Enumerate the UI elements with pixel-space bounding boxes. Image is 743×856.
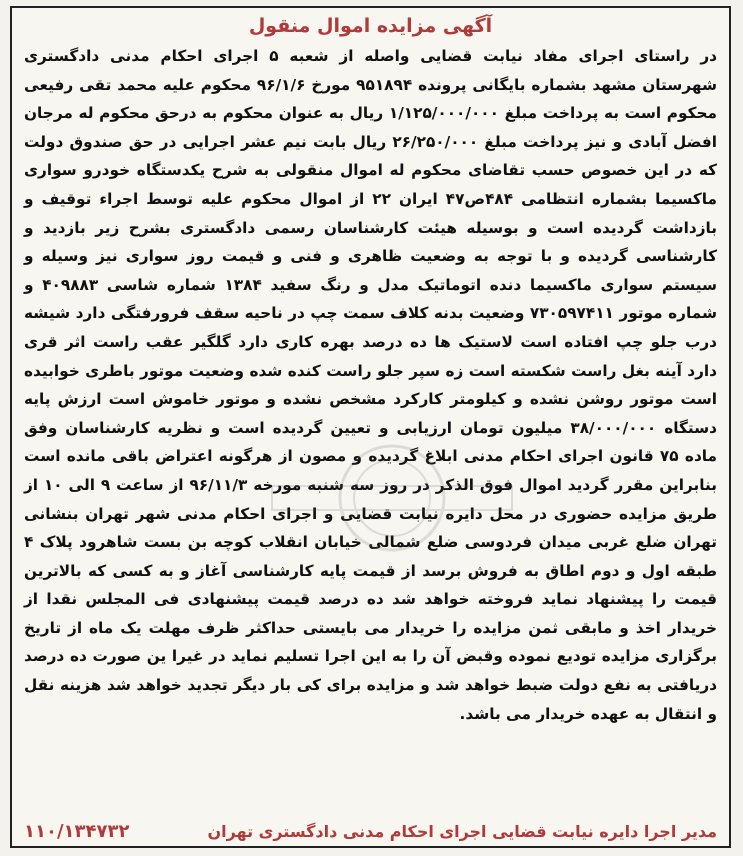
notice-body: در راستای اجرای مفاد نیابت قضایی واصله از شعبه ۵ اجرای احکام مدنی دادگستری شهرستان مشهد بشماره بایگانی پرونده ۹۵۱۸۹۴ مورخ ۹۶/۱/۶ محکوم علیه محمد تقی رفیعی محکوم است به پرداخت مبلغ ۱/۱۲۵/۰۰۰/۰۰۰ ریال به عنوان محکوم به درحق محکوم له مرجان افضل آبادی و نیز پرداخت مبلغ ۲۶/۲۵۰/۰۰۰ ریال بابت نیم عشر اجرایی در حق صندوق دولت که در این خصوص حسب تقاضای محکوم له اموال منقولی به شرح یکدستگاه خودرو سواری ماکسیما بشماره انتظامی ۴۸۴ص۴۷ ایران ۲۲ از اموال محکوم علیه توسط اجراء توقیف و بازداشت گردیده است و بوسیله هیئت کارشناسان رسمی دادگستری بشرح زیر بازدید و کارشناسی گردیده و با توجه به وضعیت ظاهری و فنی و قیمت روز سواری نیز وسیله و سیستم سواری ماکسیما دنده اتوماتیک مدل و رنگ سفید ۱۳۸۴ شماره شاسی ۴۰۹۸۸۳ و شماره موتور ۷۳۰۵۹۷۴۱۱ وضعیت بدنه کلاف سمت چپ در ناحیه سقف فرورفتگی دارد شیشه درب جلو چپ افتاده است لاستیک ها ده درصد بهره کاری دارد گلگیر عقب راست اثر قری دارد آینه بغل راست شکسته است زه سپر جلو راست کنده شده وضعیت موتور باطری خوابیده است موتور روشن نشده و کیلومتر کارکرد مشخص نشده و موتور خاموش است ارزش پایه دستگاه ۳۸/۰۰۰/۰۰۰ میلیون تومان ارزیابی و تعیین گردیده است و نظریه کارشناسان وفق ماده ۷۵ قانون اجرای احکام مدنی ابلاغ گردیده و مصون از هرگونه اعتراض باقی مانده است بنابراین مقرر گردید اموال فوق الذکر در روز سه شنبه مورخه ۹۶/۱۱/۳ از ساعت ۹ الی ۱۰ از طریق مزایده حضوری در محل دایره نیابت قضایی و اجرای احکام مدنی شهر تهران بنشانی تهران ضلع غربی میدان فردوسی ضلع شمالی خیابان انقلاب کوچه بن بست شاهرود پلاک ۴ طبقه اول و دوم اطاق به فروش برسد از قیمت پایه کارشناسی آغاز و به کسی که بالاترین قیمت را پیشنهاد نماید فروخته خواهد شد ده درصد قیمت پیشنهادی فی المجلس نقدا از خریدار اخذ و مابقی ثمن مزایده را خریدار می بایستی حداکثر ظرف مهلت یک ماه از تاریخ برگزاری مزایده تودیع نموده وقبض آن را به این اجرا تسلیم نماید در غیرا ین صورت ده درصد دریافتی به نفع دولت ضبط خواهد شد و مزایده برای کی بار دیگر تجدید خواهد شد هزینه نقل و انتقال به عهده خریدار می باشد. xyxy=(24,47,718,723)
notice-title: آگهی مزایده اموال منقول xyxy=(248,15,493,37)
notice-frame xyxy=(10,6,731,848)
notice-signature: مدیر اجرا دایره نیابت قضایی اجرای احکام مدنی دادگستری تهران xyxy=(207,822,717,841)
faded-logo-icon xyxy=(262,438,522,558)
notice-footer xyxy=(24,821,717,842)
notice-code: ۱۱۰/۱۳۴۷۳۲ xyxy=(24,821,130,842)
